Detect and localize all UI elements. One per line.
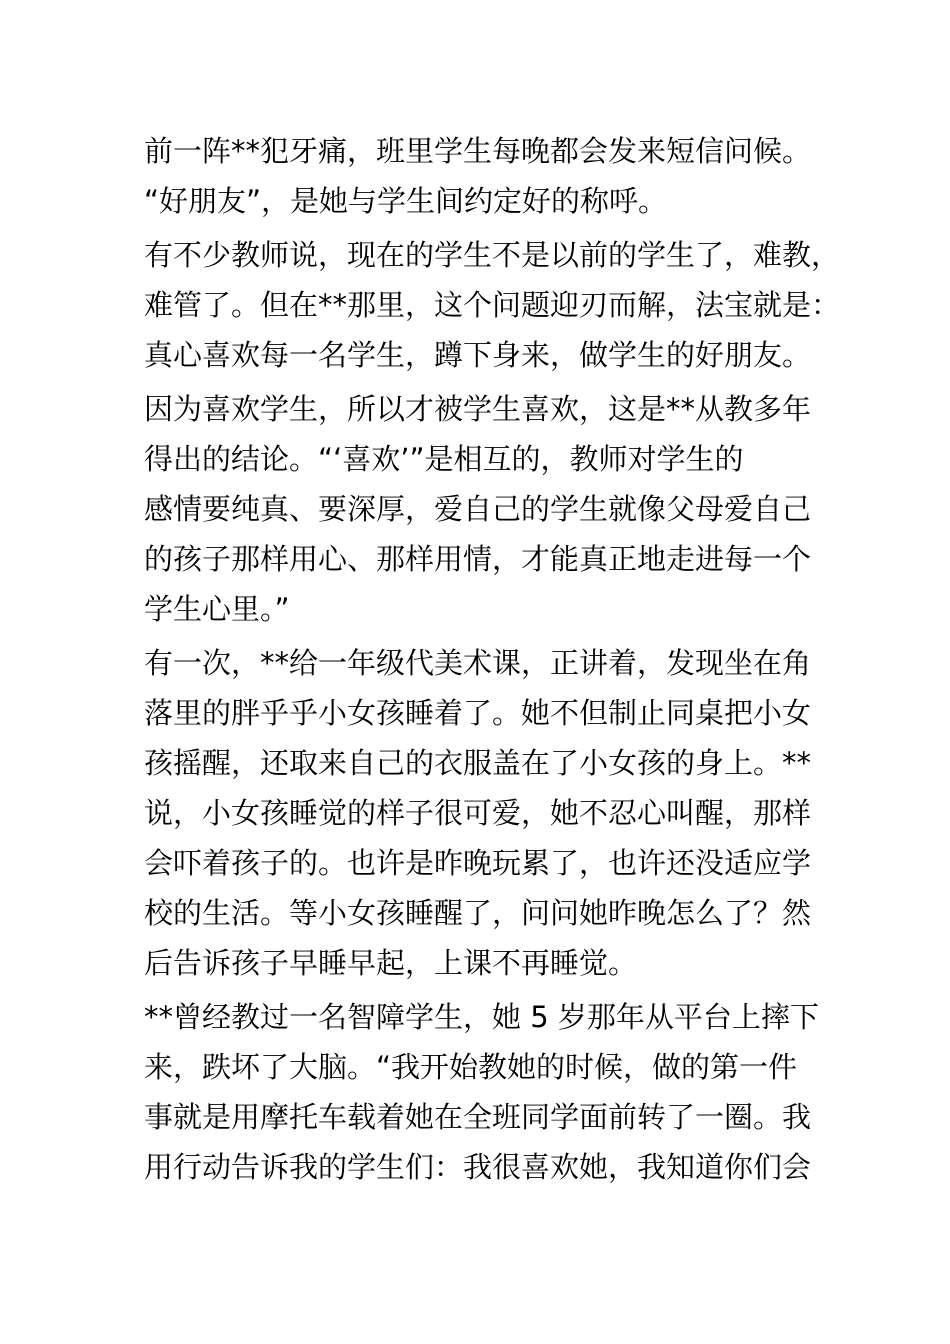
paragraph-2 xyxy=(144,230,841,380)
text-line: 事就是用摩托车载着她在全班同学面前转了一圈。我 xyxy=(144,1100,812,1134)
paragraph-5 xyxy=(144,992,819,1192)
paragraph-1 xyxy=(144,126,810,226)
text-line: 来，跌坏了大脑。“我开始教她的时候，做的第一件 xyxy=(144,1050,798,1084)
text-line: 校的生活。等小女孩睡醒了，问问她昨晚怎么了？然 xyxy=(144,896,812,930)
text-line: 用行动告诉我的学生们：我很喜欢她，我知道你们会 xyxy=(144,1150,812,1184)
text-line: 的孩子那样用心、那样用情，才能真正地走进每一个 xyxy=(144,542,812,576)
text-line: 前一阵**犯牙痛，班里学生每晚都会发来短信问候。 xyxy=(144,134,812,168)
text-line: 难管了。但在**那里，这个问题迎刃而解，法宝就是： xyxy=(144,288,841,322)
text-line: 得出的结论。“‘喜欢’”是相互的，教师对学生的 xyxy=(144,442,744,476)
paragraph-4 xyxy=(144,638,810,988)
text-line: 落里的胖乎乎小女孩睡着了。她不但制止同桌把小女 xyxy=(144,696,812,730)
text-line: 孩摇醒，还取来自己的衣服盖在了小女孩的身上。** xyxy=(144,746,812,780)
text-line: “好朋友”，是她与学生间约定好的称呼。 xyxy=(144,184,668,218)
text-line: 因为喜欢学生，所以才被学生喜欢，这是**从教多年 xyxy=(144,392,812,426)
text-line: 有不少教师说，现在的学生不是以前的学生了，难教， xyxy=(144,238,841,272)
text-line: 真心喜欢每一名学生，蹲下身来，做学生的好朋友。 xyxy=(144,338,812,372)
text-line: 说，小女孩睡觉的样子很可爱，她不忍心叫醒，那样 xyxy=(144,796,812,830)
text-line: 会吓着孩子的。也许是昨晚玩累了，也许还没适应学 xyxy=(144,846,812,880)
text-line: 学生心里。” xyxy=(144,592,290,626)
text-line: 感情要纯真、要深厚，爱自己的学生就像父母爱自己 xyxy=(144,492,812,526)
text-line: **曾经教过一名智障学生，她 5 岁那年从平台上摔下 xyxy=(144,1000,819,1034)
paragraph-3 xyxy=(144,384,810,634)
article-body xyxy=(144,126,841,1196)
text-line: 后告诉孩子早睡早起，上课不再睡觉。 xyxy=(144,946,638,980)
text-line: 有一次，**给一年级代美术课，正讲着，发现坐在角 xyxy=(144,646,812,680)
